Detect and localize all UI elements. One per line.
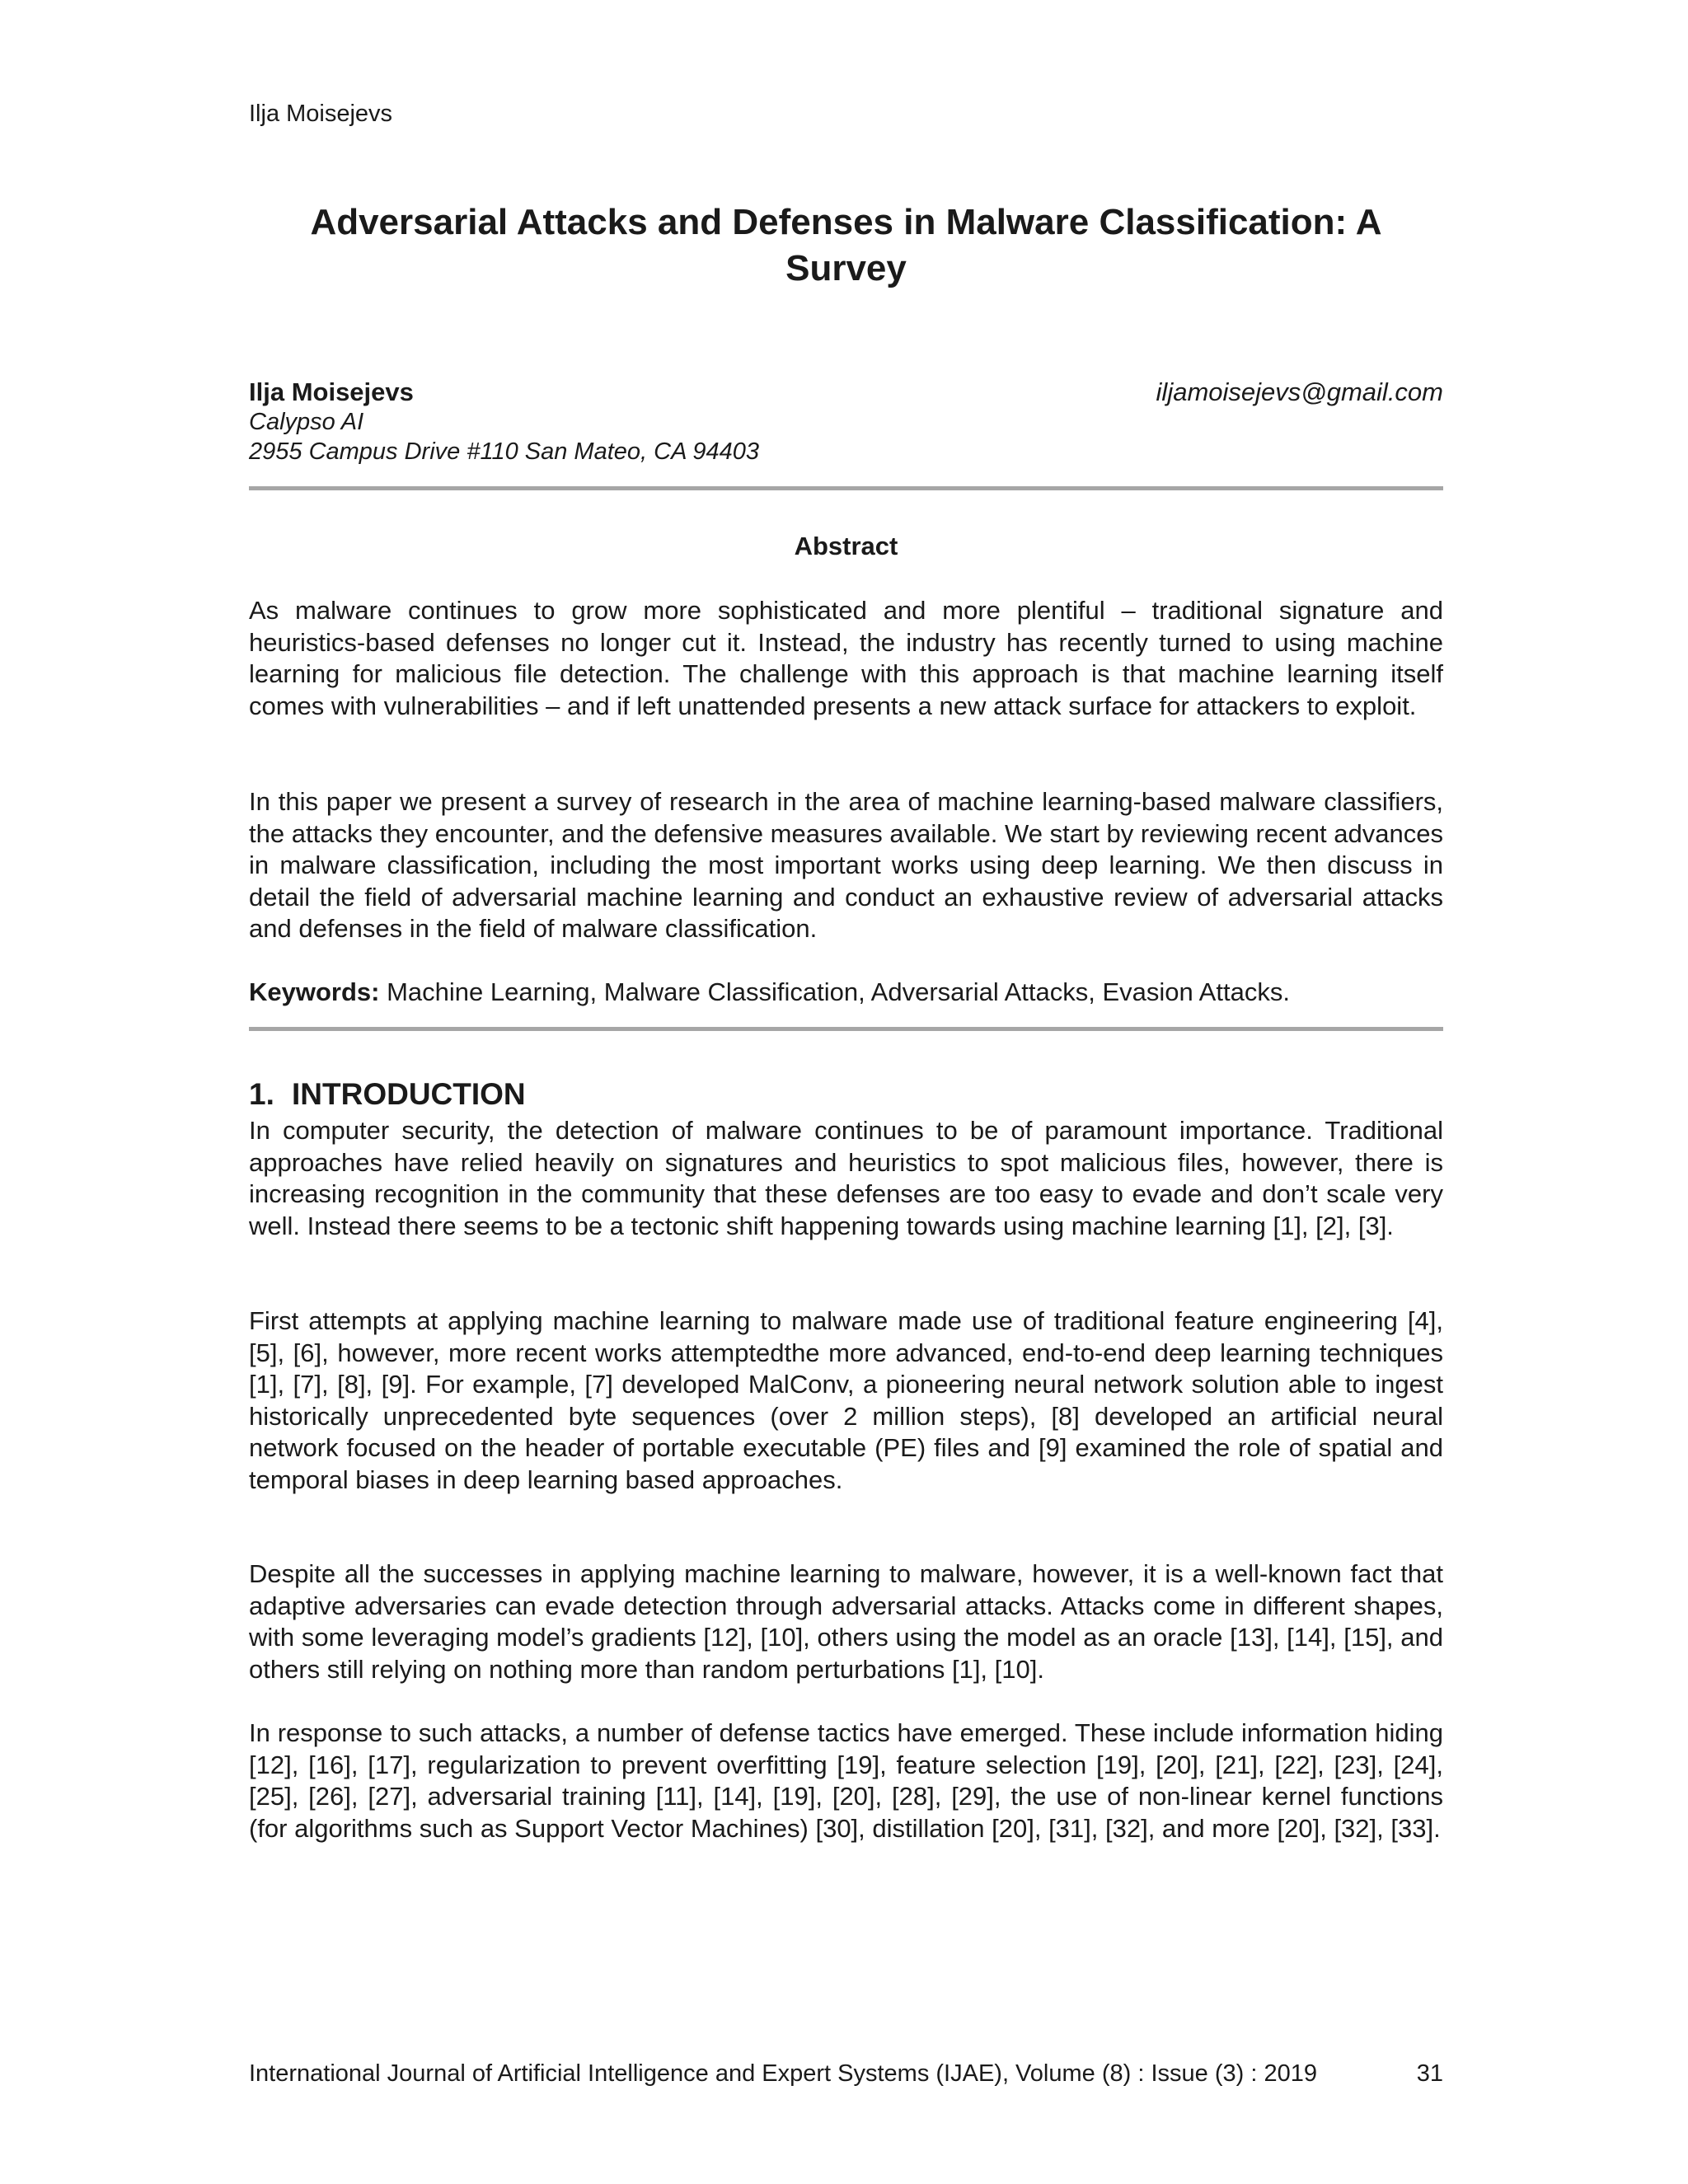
keywords-text: Machine Learning, Malware Classification, Adversarial Attacks, Evasion Attacks.	[379, 977, 1290, 1006]
author-name: Ilja Moisejevs	[249, 377, 414, 406]
bottom-divider	[249, 1027, 1443, 1031]
keywords	[249, 977, 1443, 1008]
footer-journal: International Journal of Artificial Intelligence and Expert Systems (IJAE), Volume (8) : Issue (3) : 2019	[249, 2060, 1317, 2087]
abstract-heading: Abstract	[794, 532, 898, 560]
author-block	[249, 377, 1443, 466]
page-footer	[249, 2059, 1443, 2088]
author-address: 2955 Campus Drive #110 San Mateo, CA 94403	[249, 438, 760, 465]
section-heading	[249, 1077, 526, 1112]
top-divider	[249, 486, 1443, 490]
section-title: INTRODUCTION	[292, 1077, 526, 1111]
intro-paragraph: In computer security, the detection of malware continues to be of paramount importance. Traditional approaches have relied heavily on signatures and heuristics to spot malicious files, however, there is increasing recognition in the community that these defenses are too easy to evade and don’t scale very well. Instead there seems to be a tectonic shift happening towards using machine learning [1], [2], [3].	[249, 1116, 1443, 1240]
running-head: Ilja Moisejevs	[249, 101, 393, 127]
section-number: 1.	[249, 1077, 274, 1111]
abstract-paragraph: In this paper we present a survey of research in the area of machine learning-based malware classifiers, the attacks they encounter, and the defensive measures available. We start by reviewing recent advances in malware classification, including the most important works using deep learning. We then discuss in detail the field of adversarial machine learning and conduct an exhaustive review of adversarial attacks and defenses in the field of malware classification.	[249, 787, 1443, 943]
intro-paragraph: In response to such attacks, a number of defense tactics have emerged. These include information hiding [12], [16], [17], regularization to prevent overfitting [19], feature selection [19], [20], [21], [22], [23], [24], [25], [26], [27], adversarial training [11], [14], [19], [20], [28], [29], the use of non-linear kernel functions (for algorithms such as Support Vector Machines) [30], distillation [20], [31], [32], and more [20], [32], [33].	[249, 1718, 1443, 1843]
intro-paragraph: Despite all the successes in applying machine learning to malware, however, it is a well-known fact that adaptive adversaries can evade detection through adversarial attacks. Attacks come in different shapes, with some leveraging model’s gradients [12], [10], others using the model as an oracle [13], [14], [15], and others still relying on nothing more than random perturbations [1], [10].	[249, 1559, 1443, 1684]
author-affiliation: Calypso AI	[249, 409, 364, 435]
intro-paragraph: First attempts at applying machine learning to malware made use of traditional feature engineering [4], [5], [6], however, more recent works attemptedthe more advanced, end-to-end deep learning techniques [1], [7], [8], [9]. For example, [7] developed MalConv, a pioneering neural network solution able to ingest historically unprecedented byte sequences (over 2 million steps), [8] developed an artificial neural network focused on the header of portable executable (PE) files and [9] examined the role of spatial and temporal biases in deep learning based approaches.	[249, 1306, 1443, 1494]
paper-title: Adversarial Attacks and Defenses in Malware Classification: A Survey	[310, 202, 1382, 288]
author-email: iljamoisejevs@gmail.com	[1156, 377, 1443, 406]
keywords-label: Keywords:	[249, 977, 380, 1006]
page-number: 31	[1416, 2060, 1443, 2087]
abstract-paragraph: As malware continues to grow more sophisticated and more plentiful – traditional signature and heuristics-based defenses no longer cut it. Instead, the industry has recently turned to using machine learning for malicious file detection. The challenge with this approach is that machine learning itself comes with vulnerabilities – and if left unattended presents a new attack surface for attackers to exploit.	[249, 596, 1443, 720]
